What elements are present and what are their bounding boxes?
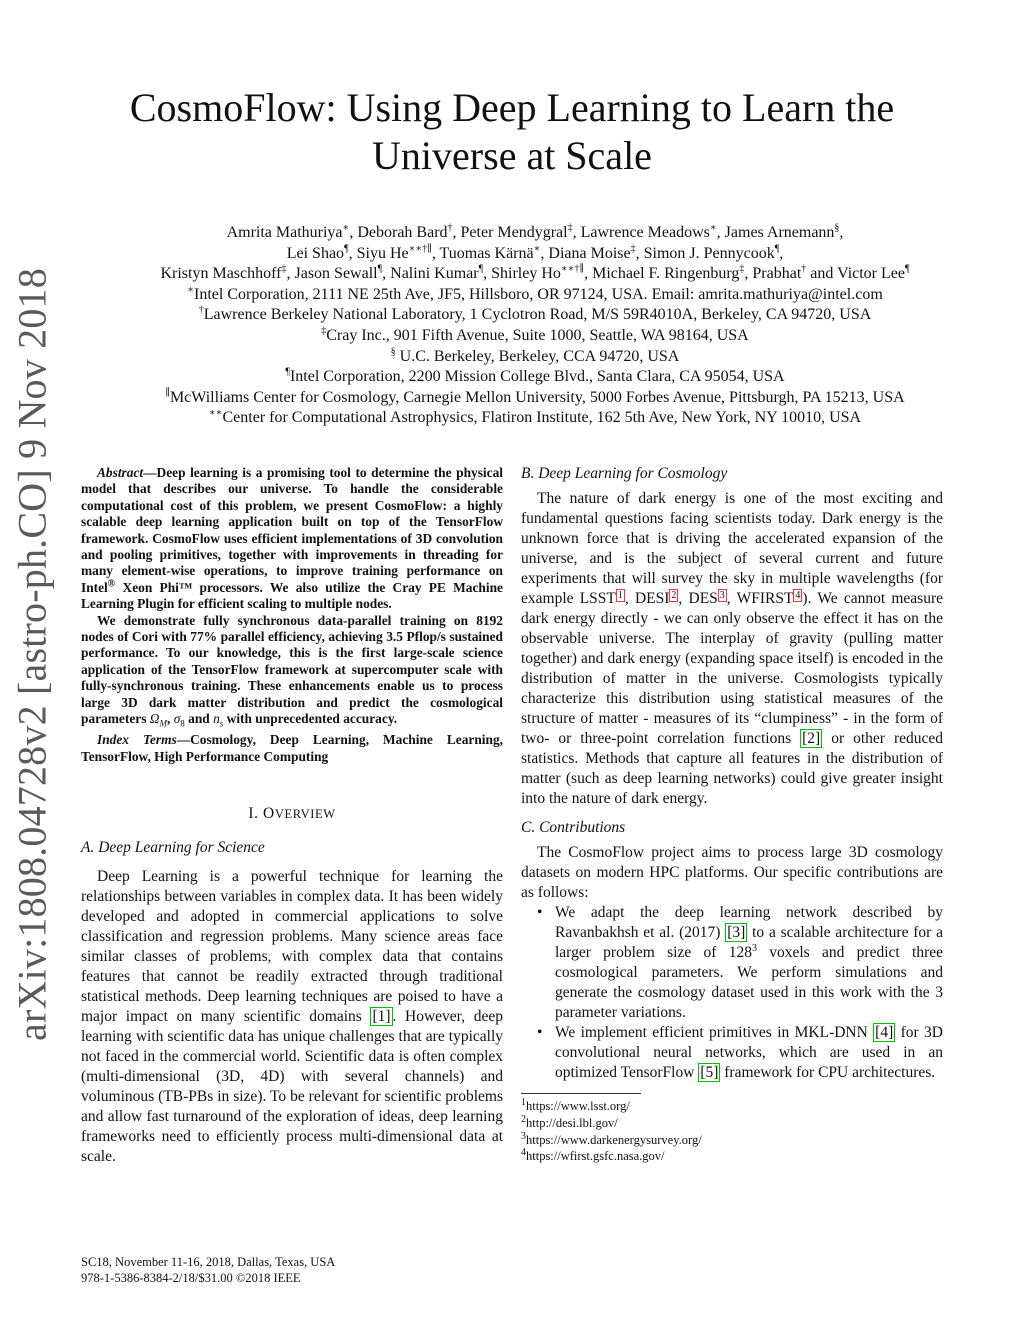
footer-line: SC18, November 11-16, 2018, Dallas, Texas, USA [81,1255,336,1269]
footnote-link[interactable]: 3 [719,590,725,601]
affil-mark: ∗ [709,222,717,234]
affiliation-text: McWilliams Center for Cosmology, Carnegie Mellon University, 5000 Forbes Avenue, Pittsburgh, PA 15213, USA [169,388,905,406]
footnote [521,1115,943,1132]
affil-mark: ¶ [774,243,780,255]
footnote-number: 1 [521,1096,526,1108]
math-n: n [213,711,220,727]
footnote [521,1148,943,1165]
abstract-text: —Deep learning is a promising tool to determine the physical model that describes our universe. To handle the considerable computational cost of this problem, we present CosmoFlow: a highly scalable deep learning application built on top of the TensorFlow framework. CosmoFlow uses efficient implementations of 3D convolution and pooling primitives, together with improvements in threading for many element-wise operations, to improve training performance on Intel [81,465,503,595]
affil-mark: † [447,222,453,234]
abstract-label: Abstract [97,465,144,480]
body-text: ). We cannot measure dark energy directly - we can only observe the effect it has on the observable universe. The interplay of gravity (pulling matter together) and dark energy (expanding space itself) is encoded in the distribution of matter in the universe. Cosmologists typically characterize this distribution using statistical measures of the structure of matter - measures of its “clumpiness” - in the form of two- or three-point correlation functions [521,590,943,747]
citation-link[interactable]: [5] [700,1064,719,1081]
footnote-url[interactable]: https://www.lsst.org/ [526,1099,630,1113]
affil-mark: ¶ [285,366,290,378]
abstract-text: , [166,711,174,727]
subsection-heading-a: A. Deep Learning for Science [81,838,265,856]
affiliation [70,326,1000,347]
affiliation-text: Center for Computational Astrophysics, Flatiron Institute, 162 5th Ave, New York, NY 10010, USA [222,409,862,427]
author-name: Shirley Ho [491,265,561,283]
abstract-text: and [184,711,214,727]
author-name: Lawrence Meadows [580,224,710,241]
author-name: Tuomas Kärnä [439,244,534,262]
affil-mark: † [198,305,204,317]
affil-mark: ∗ [533,243,541,255]
affiliation [70,347,1000,368]
section-heading-overview [81,805,503,823]
footnote [521,1098,943,1115]
affil-mark: † [801,263,807,275]
subsection-heading-c: C. Contributions [521,819,626,836]
affil-mark: ¶ [904,263,910,275]
paragraph-contributions: The CosmoFlow project aims to process large 3D cosmology datasets on modern HPC platforms. Our specific contributions are as follows: [521,844,943,901]
affiliation [70,388,1000,409]
body-text: for 3D convolutional neural networks, which are used in an optimized TensorFlow [555,1024,943,1081]
conference-footer [81,1254,335,1286]
affiliation [70,285,1000,306]
title-line-1: CosmoFlow: Using Deep Learning to Learn the [129,85,895,130]
math-subscript: M [159,718,167,729]
affiliation-text: Lawrence Berkeley National Laboratory, 1 Cyclotron Road, M/S 59R4010A, Berkeley, CA 94720, USA [203,306,872,324]
footnote [521,1132,943,1149]
footnote-url[interactable]: https://www.darkenergysurvey.org/ [526,1132,702,1147]
affiliation-text: U.C. Berkeley, Berkeley, CCA 94720, USA [395,347,680,365]
footnote-link[interactable]: 4 [795,590,801,601]
author-block [70,223,1000,429]
footnote-number: 3 [521,1130,526,1142]
author-name: Diana Moise [548,244,631,262]
citation-link[interactable]: [1] [372,1007,391,1025]
body-text: , DES [678,590,718,607]
author-name: Peter Mendygral [460,224,568,241]
body-text: voxels and predict three cosmological parameters. We perform simulations and generate the cosmology dataset used in this work with the 3 parameter variations. [555,944,943,1021]
author-name: Simon J. Pennycook [643,244,775,262]
affil-mark: ∗ [342,222,350,234]
affil-mark: ∗∗†∥ [560,263,585,275]
affil-mark: § [390,346,396,358]
affiliation-text: Intel Corporation, 2111 NE 25th Ave, JF5, Hillsboro, OR 97124, USA. Email: amrita.mathuriya@intel.com [194,285,883,303]
author-name: Prabhat [752,265,802,283]
citation-link[interactable]: [2] [802,730,821,747]
right-column [521,465,943,1165]
math-omega: Ω [149,711,160,727]
arxiv-identifier: arXiv:1808.04728v2 [astro-ph.CO] 9 Nov 2018 [9,268,55,1042]
affil-mark: ‡ [630,243,636,255]
footnote-url[interactable]: http://desi.lbl.gov/ [526,1115,618,1130]
citation-link[interactable]: [3] [727,924,746,941]
index-terms-label: Index Terms [97,732,177,748]
author-name: Siyu He [356,244,409,262]
author-line-1: Amrita Mathuriya∗, Deborah Bard†, Peter Mendygral‡, Lawrence Meadows∗, James Arnemann§, [226,222,844,241]
author-name: Nalini Kumar [390,265,479,283]
abstract-paragraph-1 [81,465,503,613]
abstract-text: We demonstrate fully synchronous data-parallel training on 8192 nodes of Cori with 77% parallel efficiency, achieving 3.5 Pflop/s sustained performance. To our knowledge, this is the first large-scale science application of the TensorFlow framework at supercomputer scale with fully-synchronous training. These enhancements enable us to process large 3D dark matter distribution and predict the cosmological parameters [81,612,503,727]
abstract-paragraph-2 [81,613,503,733]
abstract-text: with unprecedented accuracy. [223,711,398,727]
affil-mark: ∗ [187,284,195,296]
contributions-list [521,903,943,1083]
affiliation-text: Intel Corporation, 2200 Mission College Blvd., Santa Clara, CA 95054, USA [289,368,785,386]
superscript: 3 [751,942,757,954]
affil-mark: ∥ [165,387,170,399]
section-title-rest: VERVIEW [274,806,336,821]
author-line-2: Lei Shao¶, Siyu He∗∗†∥, Tuomas Kärnä∗, Diana Moise‡, Simon J. Pennycook¶, [286,243,784,262]
math-subscript: s [219,718,224,729]
body-text: framework for CPU architectures. [720,1064,936,1081]
author-name: Jason Sewall [294,265,378,283]
affiliation [70,367,1000,388]
paper-title [90,84,934,180]
affil-mark: ‡ [321,325,327,337]
body-text: to a scalable architecture for a larger problem size of 128 [555,924,943,961]
affil-mark: ‡ [739,263,745,275]
list-item [521,1023,943,1083]
affil-mark: ‡ [567,222,573,234]
footnote-number: 4 [521,1147,526,1159]
footnote-divider [521,1093,641,1094]
footer-line: 978-1-5386-8384-2/18/$31.00 ©2018 IEEE [81,1271,301,1285]
math-subscript: 8 [180,718,185,729]
author-name: Michael F. Ringenburg [592,265,740,283]
author-name: Deborah Bard [357,224,448,241]
footnote-number: 2 [521,1113,526,1125]
body-text: , DESI [624,590,670,607]
list-item [521,903,943,1023]
left-column [81,465,503,1167]
index-terms-text: —Cosmology, Deep Learning, Machine Learning, TensorFlow, High Performance Computing [81,732,503,764]
section-number: I. [248,804,264,822]
paragraph-deep-learning-science [81,867,503,1167]
author-name: James Arnemann [724,224,835,241]
footnote-url[interactable]: https://wfirst.gsfc.nasa.gov/ [526,1149,665,1164]
author-name: Amrita Mathuriya [226,224,343,241]
citation-link[interactable]: [4] [875,1024,894,1041]
affiliation [70,305,1000,326]
body-text: , WFIRST [726,590,794,607]
title-line-2: Universe at Scale [372,133,652,178]
math-sigma: σ [173,711,181,727]
body-text: We implement efficient primitives in MKL-DNN [555,1024,874,1041]
body-text: We adapt the deep learning network described by Ravanbakhsh et al. (2017) [555,904,943,941]
author-name: Lei Shao [286,244,345,262]
body-text: The nature of dark energy is one of the most exciting and fundamental questions facing scientists today. Dark energy is the unknown force that is driving the accelerated expansion of the universe, and is the subject of several current and future experiments that will survey the sky in multiple wavelengths (for example LSST [521,490,943,607]
and-word: and [810,265,834,283]
affil-mark: ∗∗ [208,408,223,420]
affil-mark: ∗∗†∥ [408,243,432,255]
bullet-icon: • [537,904,543,921]
author-name: Victor Lee [837,265,905,283]
registered-mark: ® [107,578,116,590]
affil-mark: ¶ [478,263,484,275]
body-text: Deep Learning is a powerful technique for learning the relationships between variables in complex data. It has been widely developed and adopted in commercial applications to solve classification and regression problems. Many science areas face similar classes of problems, with complex data that contains features that cannot be readily extracted through traditional statistical methods. Deep learning techniques are poised to have a major impact on many scientific domains [81,867,503,1025]
affil-mark: ¶ [344,243,349,255]
affil-mark: § [834,222,840,234]
author-name: Kristyn Maschhoff [160,265,282,283]
affiliation [70,408,1000,429]
author-line-3: Kristyn Maschhoff‡, Jason Sewall¶, Nalini Kumar¶, Shirley Ho∗∗†∥, Michael F. Ringenburg‡, Prabhat† and Victor Lee¶ [160,263,910,283]
bullet-icon: • [537,1024,543,1041]
footnote-link[interactable]: 1 [617,590,623,601]
subsection-heading-b: B. Deep Learning for Cosmology [521,465,728,482]
body-text: . However, deep learning with scientific data has unique challenges that are typically not faced in the commercial world. Scientific data is often complex (multi-dimensional (3D, 4D) with several channels) and voluminous (TB-PBs in size). To be relevant for scientific problems and allow fast turnaround of the exploration of ideas, deep learning frameworks need to efficiently process multi-dimensional data at scale. [81,1007,503,1165]
paragraph-deep-learning-cosmology [521,489,943,809]
body-text: or other reduced statistics. Methods that capture all features in the distribution of matter (such as deep learning networks) could give greater insight into the nature of dark energy. [521,730,943,807]
affiliation-text: Cray Inc., 901 Fifth Avenue, Suite 1000, Seattle, WA 98164, USA [326,326,749,344]
section-title-initial: O [263,804,275,822]
affil-mark: ¶ [377,263,383,275]
footnote-link[interactable]: 2 [671,590,677,601]
affil-mark: ‡ [281,263,287,275]
index-terms [81,732,503,765]
abstract-text: Xeon Phi™ processors. We also utilize the Cray PE Machine Learning Plugin for efficient scaling to multiple nodes. [81,579,503,612]
